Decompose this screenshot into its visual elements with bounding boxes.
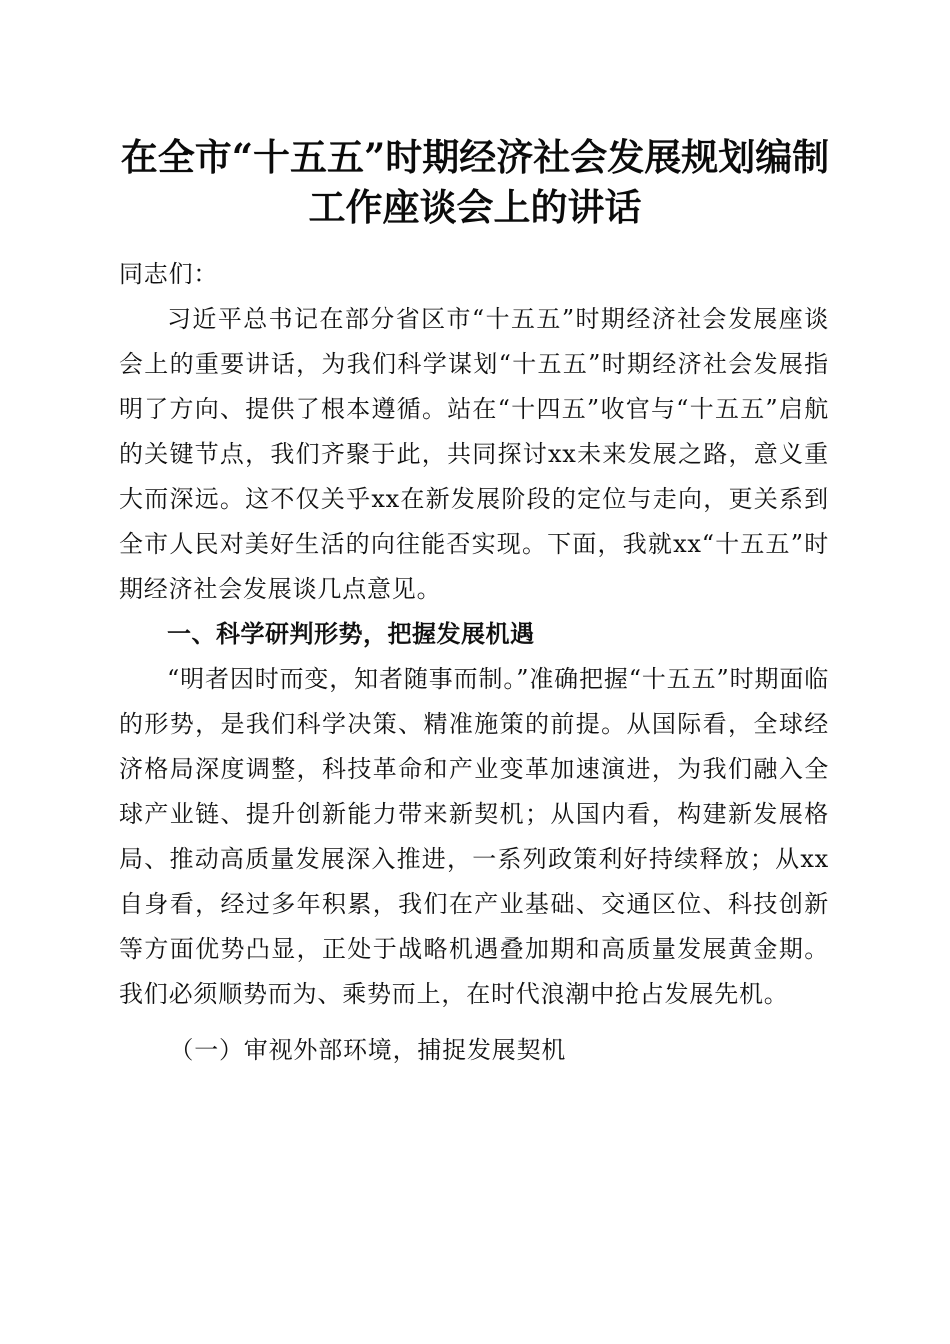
subsection-heading-1: （一）审视外部环境，捕捉发展契机	[169, 1036, 567, 1064]
document-title	[85, 132, 865, 232]
title-line-2: 工作座谈会上的讲话	[308, 185, 642, 229]
document-body	[119, 252, 829, 1073]
section-1-paragraph: “明者因时而变，知者随事而制。”准确把握“十五五”时期面临的形势，是我们科学决策、精准施策的前提。从国际看，全球经济格局深度调整，科技革命和产业变革加速演进，为我们融入全球产业链、提升创新能力带来新契机；从国内看，构建新发展格局、推动高质量发展深入推进，一系列政策利好持续释放；从xx自身看，经过多年积累，我们在产业基础、交通区位、科技创新等方面优势凸显，正处于战略机遇叠加期和高质量发展黄金期。我们必须顺势而为、乘势而上，在时代浪潮中抢占发展先机。	[119, 665, 829, 1008]
intro-paragraph: 习近平总书记在部分省区市“十五五”时期经济社会发展座谈会上的重要讲话，为我们科学谋划“十五五”时期经济社会发展指明了方向、提供了根本遵循。站在“十四五”收官与“十五五”启航的关键节点，我们齐聚于此，共同探讨xx未来发展之路，意义重大而深远。这不仅关乎xx在新发展阶段的定位与走向，更关系到全市人民对美好生活的向往能否实现。下面，我就xx“十五五”时期经济社会发展谈几点意见。	[119, 305, 829, 603]
title-line-1: 在全市“十五五”时期经济社会发展规划编制	[120, 135, 830, 179]
section-heading-1: 一、科学研判形势，把握发展机遇	[167, 620, 535, 648]
greeting: 同志们：	[119, 260, 219, 288]
